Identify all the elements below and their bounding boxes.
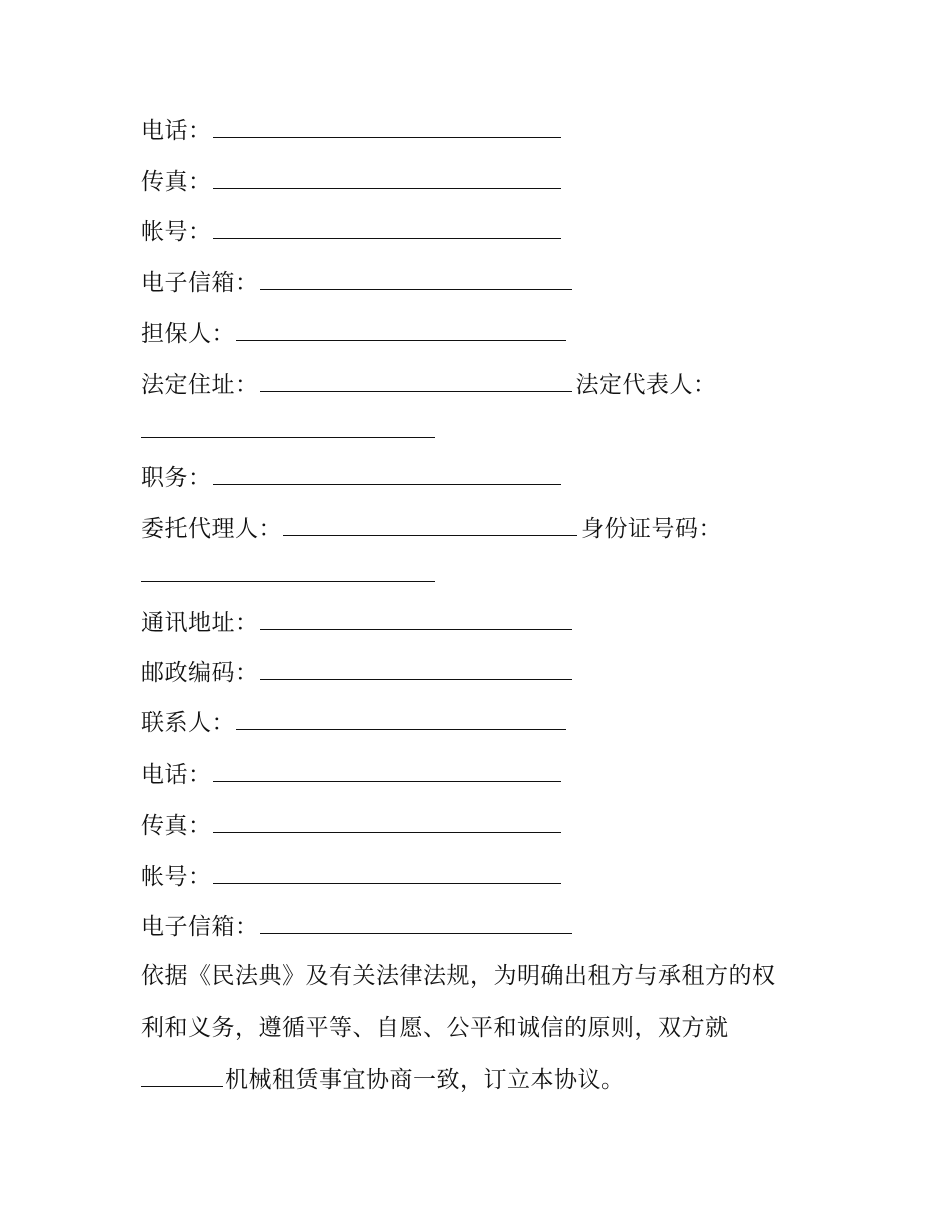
legal-rep-blank[interactable] <box>141 415 435 438</box>
mailing-address-label: 通讯地址： <box>141 610 259 636</box>
mailing-address-field <box>141 607 576 638</box>
position-blank[interactable] <box>213 462 561 485</box>
fax-blank[interactable] <box>213 166 561 189</box>
fax-blank[interactable] <box>213 810 561 833</box>
agent-field <box>141 513 722 544</box>
guarantor-label: 担保人： <box>141 321 235 347</box>
account-label: 帐号： <box>141 864 212 890</box>
fax-label: 传真： <box>141 813 212 839</box>
id-number-blank[interactable] <box>141 559 435 582</box>
preamble-line-2 <box>141 1013 729 1043</box>
fax-field-2 <box>141 810 565 841</box>
phone-blank[interactable] <box>213 759 561 782</box>
phone-label: 电话： <box>141 762 212 788</box>
phone-field-2 <box>141 759 565 790</box>
id-number-field <box>141 559 439 590</box>
preamble-text: 依据《民法典》及有关法律法规，为明确出租方与承租方的权 <box>141 963 776 989</box>
postal-code-field <box>141 657 576 688</box>
email-label: 电子信箱： <box>141 270 259 296</box>
account-field-2 <box>141 861 565 892</box>
email-blank[interactable] <box>260 267 572 290</box>
guarantor-blank[interactable] <box>236 318 566 341</box>
email-label: 电子信箱： <box>141 914 259 940</box>
account-blank[interactable] <box>213 861 561 884</box>
position-field <box>141 462 565 493</box>
guarantor-field <box>141 318 570 349</box>
legal-address-field <box>141 369 717 400</box>
legal-rep-field <box>141 415 439 446</box>
legal-rep-label: 法定代表人： <box>575 372 717 398</box>
fax-label: 传真： <box>141 169 212 195</box>
preamble-text: 利和义务，遵循平等、自愿、公平和诚信的原则，双方就 <box>141 1015 729 1041</box>
contact-field <box>141 707 570 738</box>
postal-code-label: 邮政编码： <box>141 660 259 686</box>
agent-label: 委托代理人： <box>141 516 282 542</box>
account-blank[interactable] <box>213 216 561 239</box>
account-label: 帐号： <box>141 219 212 245</box>
contact-blank[interactable] <box>236 707 566 730</box>
preamble-text: 机械租赁事宜协商一致，订立本协议。 <box>225 1067 625 1093</box>
legal-address-blank[interactable] <box>260 369 572 392</box>
email-field-1 <box>141 267 576 298</box>
email-field-2 <box>141 911 576 942</box>
fax-field-1 <box>141 166 565 197</box>
account-field-1 <box>141 216 565 247</box>
email-blank[interactable] <box>260 911 572 934</box>
postal-code-blank[interactable] <box>260 657 572 680</box>
legal-address-label: 法定住址： <box>141 372 259 398</box>
position-label: 职务： <box>141 465 212 491</box>
phone-field-1 <box>141 115 565 146</box>
id-number-label: 身份证号码： <box>581 516 722 542</box>
machinery-type-blank[interactable] <box>141 1064 223 1087</box>
phone-label: 电话： <box>141 118 212 144</box>
contact-label: 联系人： <box>141 710 235 736</box>
mailing-address-blank[interactable] <box>260 607 572 630</box>
agent-blank[interactable] <box>283 513 577 536</box>
preamble-line-3 <box>141 1064 625 1095</box>
phone-blank[interactable] <box>213 115 561 138</box>
preamble-line-1 <box>141 961 776 991</box>
